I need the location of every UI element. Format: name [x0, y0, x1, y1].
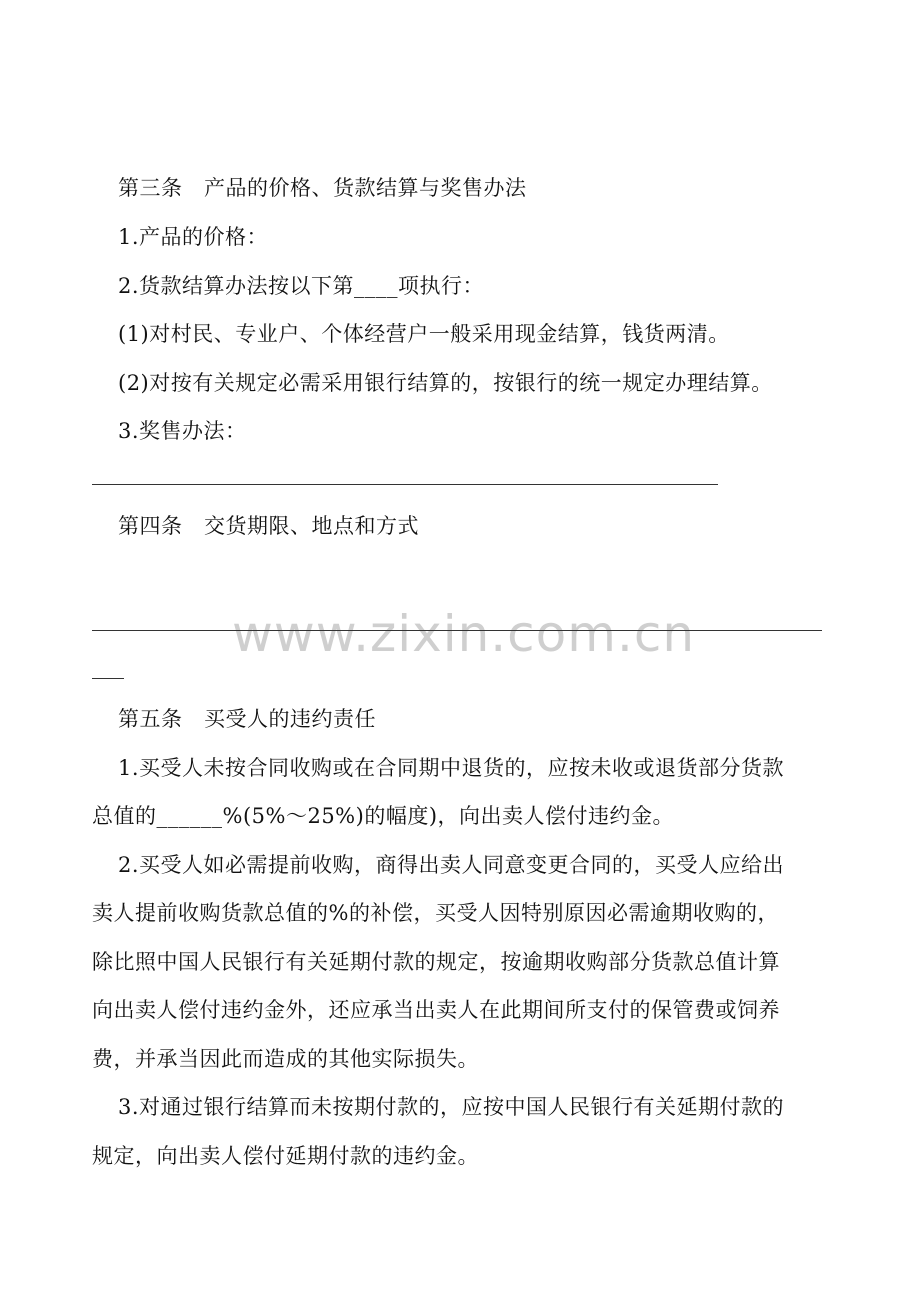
article-3-sub-2: (2)对按有关规定必需采用银行结算的，按银行的统一规定办理结算。: [118, 371, 773, 395]
article-3-item-3: 3.奖售办法：: [118, 419, 247, 443]
article-3-heading: 第三条 产品的价格、货款结算与奖售办法: [118, 176, 527, 200]
article-5-p2-line: 卖人提前收购货款总值的%的补偿，买受人因特别原因必需逾期收购的，: [92, 901, 779, 925]
article-5-p2-line: 除比照中国人民银行有关延期付款的规定，按逾期收购部分货款总值计算: [92, 950, 780, 974]
article-5-p1-line: 1.买受人未按合同收购或在合同期中退货的，应按未收或退货部分货款: [118, 756, 785, 780]
article-5-p1-line: 总值的______%(5%～25%)的幅度)，向出卖人偿付违约金。: [92, 804, 675, 828]
article-5-heading: 第五条 买受人的违约责任: [118, 707, 376, 731]
blank-fill-line: [92, 484, 718, 485]
article-5-p3-line: 规定，向出卖人偿付延期付款的违约金。: [92, 1144, 479, 1168]
watermark-text: www.zixin.com.cn: [232, 605, 696, 663]
article-3-sub-1: (1)对村民、专业户、个体经营户一般采用现金结算，钱货两清。: [118, 322, 730, 346]
article-5-p2-line: 2.买受人如必需提前收购，商得出卖人同意变更合同的，买受人应给出: [118, 853, 785, 877]
article-4-heading: 第四条 交货期限、地点和方式: [118, 514, 419, 538]
article-5-p3-line: 3.对通过银行结算而未按期付款的，应按中国人民银行有关延期付款的: [118, 1095, 785, 1119]
article-3-item-2: 2.货款结算办法按以下第____项执行：: [118, 274, 485, 298]
article-5-p2-line: 向出卖人偿付违约金外，还应承当出卖人在此期间所支付的保管费或饲养: [92, 998, 780, 1022]
blank-fill-line: [92, 678, 124, 679]
article-3-item-1: 1.产品的价格：: [118, 225, 269, 249]
article-5-p2-line: 费，并承当因此而造成的其他实际损失。: [92, 1047, 479, 1071]
blank-fill-line: [92, 630, 822, 631]
